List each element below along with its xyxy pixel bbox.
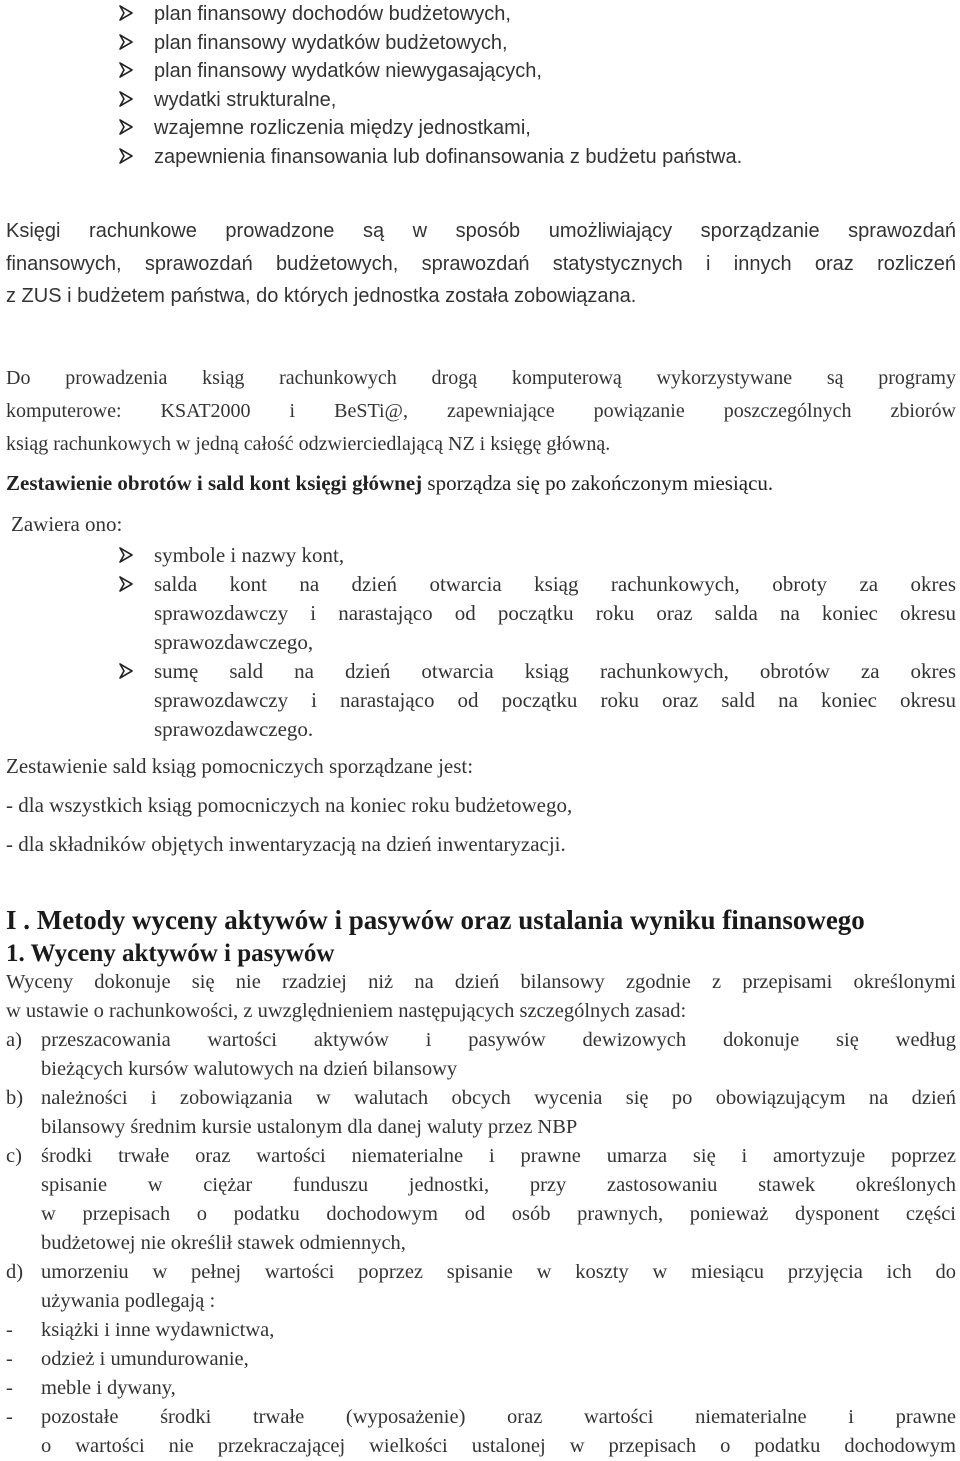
list-marker: a): [6, 1029, 22, 1051]
paragraph-programy: Do prowadzenia ksiąg rachunkowych drogą komputerową wykorzystywane są programy komputerowe: KSAT2000 i BeSTi@, zapewniające powiązanie poszczególnych zbiorów ksiąg rachunkowych w jedną całość odzwierciedlającą NZ i księgę główną.: [6, 367, 956, 455]
list-item: wydatki strukturalne,: [154, 86, 944, 115]
list-marker: -: [6, 1319, 13, 1341]
lettered-list: [6, 1026, 956, 1316]
paragraph-wyceny: Wyceny dokonuje się nie rzadziej niż na dzień bilansowy zgodnie z przepisami określonymi w ustawie o rachunkowości, z uwzględnieniem następujących szczególnych zasad:: [6, 971, 956, 1022]
dash-line: - dla wszystkich ksiąg pomocniczych na koniec roku budżetowego,: [6, 793, 573, 817]
list-item: plan finansowy wydatków budżetowych,: [154, 29, 944, 58]
list-item: - książki i inne wydawnictwa,: [6, 1316, 956, 1345]
paragraph-ksiegi: Księgi rachunkowe prowadzone są w sposób umożliwiający sporządzanie sprawozdań finansowych, sprawozdań budżetowych, sprawozdań statystycznych i innych oraz rozliczeń z ZUS i budżetem państwa, do których jednostka została zobowiązana.: [6, 220, 956, 307]
list-marker: -: [6, 1406, 13, 1428]
list-marker: -: [6, 1348, 13, 1370]
list-marker: -: [6, 1377, 13, 1399]
section-heading: I . Metody wyceny aktywów i pasywów oraz ustalania wyniku finansowego: [6, 905, 865, 935]
list-item: wzajemne rozliczenia między jednostkami,: [154, 114, 944, 143]
dash-line: - dla składników objętych inwentaryzacją na dzień inwentaryzacji.: [6, 832, 566, 856]
list-item: plan finansowy wydatków niewygasających,: [154, 57, 944, 86]
arrow-bullet-icon: [117, 662, 135, 680]
arrow-bullet-icon: [117, 546, 135, 564]
list-item: b) należności i zobowiązania w walutach obcych wycenia się po obowiązującym na dzień bilansowy średnim kursie ustalonym dla danej waluty przez NBP: [6, 1084, 956, 1142]
bold-phrase: Zestawienie obrotów i sald kont księgi głównej: [6, 471, 423, 495]
list-item: a) przeszacowania wartości aktywów i pasywów dewizowych dokonuje się według bieżących kursów walutowych na dzień bilansowy: [6, 1026, 956, 1084]
arrow-bullet-icon: [117, 118, 135, 136]
list-item: - pozostałe środki trwałe (wyposażenie) oraz wartości niematerialne i prawne o wartości nie przekraczającej wielkości ustalonej w przepisach o podatku dochodowym: [6, 1403, 956, 1461]
subsection-heading: 1. Wyceny aktywów i pasywów: [6, 940, 335, 967]
arrow-bullet-icon: [117, 61, 135, 79]
list-marker: b): [6, 1087, 24, 1109]
zestawienie-obrotow: Zestawienie obrotów i sald kont księgi głównej sporządza się po zakończonym miesiącu.: [6, 471, 774, 495]
list-item: - meble i dywany,: [6, 1374, 956, 1403]
mid-bullet-list: [154, 541, 956, 744]
list-item: plan finansowy dochodów budżetowych,: [154, 0, 944, 29]
list-marker: c): [6, 1145, 22, 1167]
list-item: zapewnienia finansowania lub dofinansowania z budżetu państwa.: [154, 143, 944, 172]
arrow-bullet-icon: [117, 33, 135, 51]
arrow-bullet-icon: [117, 90, 135, 108]
zestawienie-sald-pomocniczych: Zestawienie sald ksiąg pomocniczych sporządzane jest:: [6, 754, 474, 778]
arrow-bullet-icon: [117, 147, 135, 165]
list-marker: d): [6, 1261, 24, 1283]
list-item: - odzież i umundurowanie,: [6, 1345, 956, 1374]
arrow-bullet-icon: [117, 575, 135, 593]
dash-list: [6, 1316, 956, 1461]
zawiera-label: Zawiera ono:: [11, 512, 123, 536]
list-item: sumę sald na dzień otwarcia ksiąg rachunkowych, obrotów za okres sprawozdawczy i narastająco od początku roku oraz sald na koniec okresu sprawozdawczego.: [154, 657, 956, 744]
list-item: salda kont na dzień otwarcia ksiąg rachunkowych, obroty za okres sprawozdawczy i narastająco od początku roku oraz salda na koniec okresu sprawozdawczego,: [154, 570, 956, 657]
list-item: d) umorzeniu w pełnej wartości poprzez spisanie w koszty w miesiącu przyjęcia ich do używania podlegają :: [6, 1258, 956, 1316]
list-item: c) środki trwałe oraz wartości niematerialne i prawne umarza się i amortyzuje poprzez spisanie w ciężar funduszu jednostki, przy zastosowaniu stawek określonych w przepisach o podatku dochodowym od osób prawnych, ponieważ dysponent części budżetowej nie określił stawek odmiennych,: [6, 1142, 956, 1258]
arrow-bullet-icon: [117, 4, 135, 22]
list-item: symbole i nazwy kont,: [154, 541, 956, 570]
top-bullet-list: [154, 0, 944, 171]
